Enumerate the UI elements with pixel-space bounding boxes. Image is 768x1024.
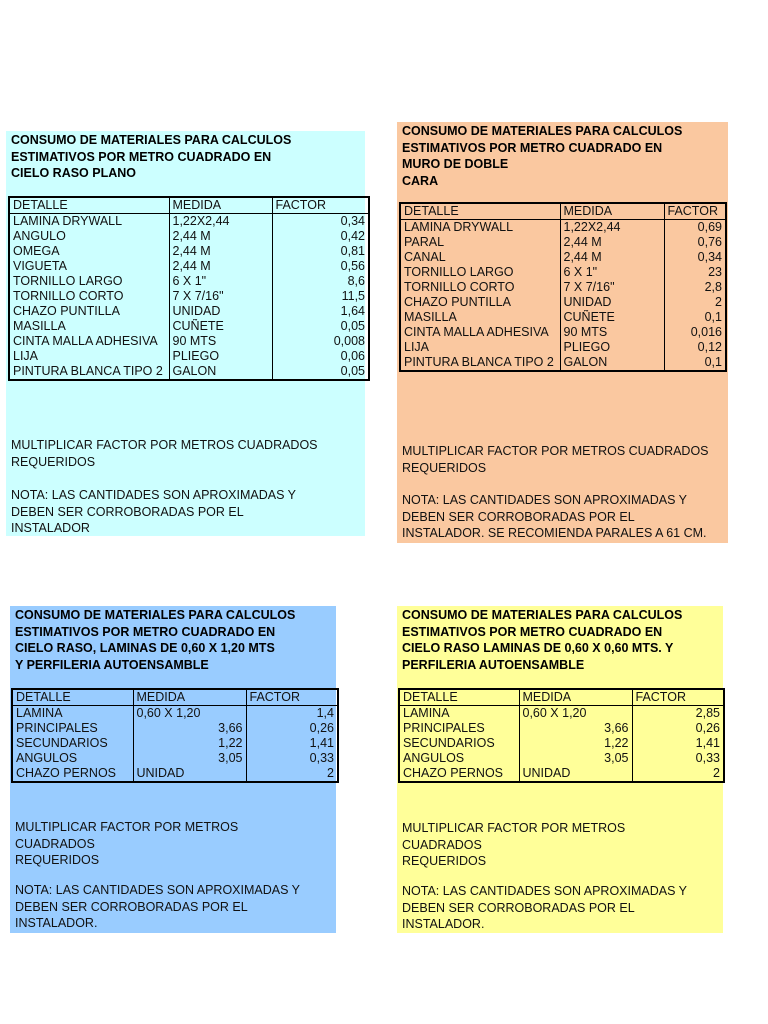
- detalle-cell: TORNILLO LARGO: [400, 265, 560, 280]
- table-row: [9, 229, 369, 244]
- detalle-cell: PINTURA BLANCA TIPO 2: [9, 364, 169, 380]
- instruction-note: MULTIPLICAR FACTOR POR METROS CUADRADOS REQUERIDOS: [15, 820, 239, 867]
- medida-cell: 7 X 7/16": [169, 289, 272, 304]
- materials-table: [8, 196, 370, 381]
- medida-cell: 2,44 M: [169, 259, 272, 274]
- table-row: [9, 214, 369, 230]
- detalle-cell: ANGULOS: [12, 751, 133, 766]
- instruction-note: MULTIPLICAR FACTOR POR METROS CUADRADOS REQUERIDOS: [402, 821, 626, 868]
- factor-cell: 1,64: [272, 304, 369, 319]
- factor-cell: 2: [632, 766, 724, 782]
- detalle-cell: CINTA MALLA ADHESIVA: [400, 325, 560, 340]
- panel-cielo-raso-060x120: [10, 606, 336, 933]
- medida-cell: 1,22X2,44: [169, 214, 272, 230]
- detalle-cell: MASILLA: [9, 319, 169, 334]
- table-row: [399, 766, 724, 782]
- table-row: [9, 334, 369, 349]
- detalle-cell: LAMINA: [12, 706, 133, 722]
- detalle-cell: LAMINA DRYWALL: [9, 214, 169, 230]
- header-factor: FACTOR: [246, 689, 338, 706]
- disclaimer-note: NOTA: LAS CANTIDADES SON APROXIMADAS Y DEBEN SER CORROBORADAS POR EL INSTALADOR.: [402, 884, 688, 931]
- table-row: [9, 304, 369, 319]
- factor-cell: 0,12: [664, 340, 726, 355]
- factor-cell: 0,42: [272, 229, 369, 244]
- factor-cell: 0,56: [272, 259, 369, 274]
- detalle-cell: OMEGA: [9, 244, 169, 259]
- factor-cell: 2: [246, 766, 338, 782]
- detalle-cell: TORNILLO LARGO: [9, 274, 169, 289]
- detalle-cell: LIJA: [400, 340, 560, 355]
- medida-cell: 1,22: [519, 736, 632, 751]
- detalle-cell: PRINCIPALES: [12, 721, 133, 736]
- factor-cell: 23: [664, 265, 726, 280]
- factor-cell: 0,05: [272, 364, 369, 380]
- table-row: [12, 751, 338, 766]
- detalle-cell: SECUNDARIOS: [399, 736, 519, 751]
- panel-cielo-raso-plano: [6, 131, 365, 536]
- factor-cell: 0,34: [272, 214, 369, 230]
- header-detalle: DETALLE: [12, 689, 133, 706]
- detalle-cell: CHAZO PERNOS: [12, 766, 133, 782]
- detalle-cell: MASILLA: [400, 310, 560, 325]
- table-row: [12, 721, 338, 736]
- factor-cell: 2,85: [632, 706, 724, 722]
- disclaimer-note: NOTA: LAS CANTIDADES SON APROXIMADAS Y DEBEN SER CORROBORADAS POR EL INSTALADOR: [11, 488, 297, 535]
- instruction-note: MULTIPLICAR FACTOR POR METROS CUADRADOS REQUERIDOS: [402, 444, 709, 475]
- detalle-cell: CINTA MALLA ADHESIVA: [9, 334, 169, 349]
- medida-cell: PLIEGO: [560, 340, 664, 355]
- panel-title: CONSUMO DE MATERIALES PARA CALCULOS ESTIMATIVOS POR METRO CUADRADO EN MURO DE DOBLE CARA: [402, 124, 683, 188]
- factor-cell: 0,81: [272, 244, 369, 259]
- materials-table: [11, 688, 339, 783]
- factor-cell: 0,008: [272, 334, 369, 349]
- medida-cell: 1,22X2,44: [560, 220, 664, 236]
- factor-cell: 0,1: [664, 310, 726, 325]
- medida-cell: 2,44 M: [560, 250, 664, 265]
- detalle-cell: LAMINA: [399, 706, 519, 722]
- factor-cell: 2: [664, 295, 726, 310]
- table-row: [12, 736, 338, 751]
- table-row: [400, 250, 726, 265]
- detalle-cell: TORNILLO CORTO: [9, 289, 169, 304]
- header-medida: MEDIDA: [133, 689, 246, 706]
- factor-cell: 0,1: [664, 355, 726, 371]
- table-header-row: [12, 689, 338, 706]
- header-detalle: DETALLE: [399, 689, 519, 706]
- detalle-cell: TORNILLO CORTO: [400, 280, 560, 295]
- panel-title: CONSUMO DE MATERIALES PARA CALCULOS ESTIMATIVOS POR METRO CUADRADO EN CIELO RASO, LAMINAS DE 0,60 X 1,20 MTS Y PERFILERIA AUTOENSAMBLE: [15, 608, 296, 672]
- table-row: [12, 706, 338, 722]
- medida-cell: 6 X 1": [169, 274, 272, 289]
- instruction-note: MULTIPLICAR FACTOR POR METROS CUADRADOS REQUERIDOS: [11, 438, 318, 469]
- medida-cell: UNIDAD: [560, 295, 664, 310]
- materials-table: [398, 688, 725, 783]
- factor-cell: 11,5: [272, 289, 369, 304]
- factor-cell: 2,8: [664, 280, 726, 295]
- factor-cell: 8,6: [272, 274, 369, 289]
- table-row: [400, 325, 726, 340]
- detalle-cell: CHAZO PUNTILLA: [9, 304, 169, 319]
- table-row: [9, 259, 369, 274]
- factor-cell: 0,26: [632, 721, 724, 736]
- medida-cell: 3,66: [133, 721, 246, 736]
- medida-cell: CUÑETE: [169, 319, 272, 334]
- table-header-row: [400, 203, 726, 220]
- header-factor: FACTOR: [664, 203, 726, 220]
- medida-cell: UNIDAD: [133, 766, 246, 782]
- table-row: [9, 349, 369, 364]
- table-row: [9, 319, 369, 334]
- medida-cell: 3,66: [519, 721, 632, 736]
- header-detalle: DETALLE: [9, 197, 169, 214]
- detalle-cell: LIJA: [9, 349, 169, 364]
- table-row: [399, 706, 724, 722]
- medida-cell: 2,44 M: [169, 244, 272, 259]
- medida-cell: CUÑETE: [560, 310, 664, 325]
- table-row: [9, 364, 369, 380]
- header-factor: FACTOR: [632, 689, 724, 706]
- detalle-cell: PINTURA BLANCA TIPO 2: [400, 355, 560, 371]
- materials-table: [399, 202, 727, 372]
- factor-cell: 0,34: [664, 250, 726, 265]
- factor-cell: 0,33: [632, 751, 724, 766]
- panel-title: CONSUMO DE MATERIALES PARA CALCULOS ESTIMATIVOS POR METRO CUADRADO EN CIELO RASO LAMINAS DE 0,60 X 0,60 MTS. Y PERFILERIA AUTOENSAMBLE: [402, 608, 683, 672]
- factor-cell: 0,69: [664, 220, 726, 236]
- medida-cell: 0,60 X 1,20: [133, 706, 246, 722]
- detalle-cell: LAMINA DRYWALL: [400, 220, 560, 236]
- table-row: [400, 265, 726, 280]
- medida-cell: UNIDAD: [519, 766, 632, 782]
- table-row: [399, 736, 724, 751]
- detalle-cell: PARAL: [400, 235, 560, 250]
- detalle-cell: CHAZO PERNOS: [399, 766, 519, 782]
- table-row: [9, 274, 369, 289]
- table-row: [400, 340, 726, 355]
- detalle-cell: CHAZO PUNTILLA: [400, 295, 560, 310]
- header-detalle: DETALLE: [400, 203, 560, 220]
- medida-cell: UNIDAD: [169, 304, 272, 319]
- factor-cell: 0,26: [246, 721, 338, 736]
- header-factor: FACTOR: [272, 197, 369, 214]
- table-header-row: [9, 197, 369, 214]
- medida-cell: 7 X 7/16": [560, 280, 664, 295]
- header-medida: MEDIDA: [560, 203, 664, 220]
- table-row: [399, 721, 724, 736]
- table-header-row: [399, 689, 724, 706]
- detalle-cell: ANGULOS: [399, 751, 519, 766]
- detalle-cell: PRINCIPALES: [399, 721, 519, 736]
- table-row: [9, 244, 369, 259]
- table-row: [9, 289, 369, 304]
- factor-cell: 0,76: [664, 235, 726, 250]
- medida-cell: 2,44 M: [169, 229, 272, 244]
- table-row: [400, 220, 726, 236]
- table-row: [400, 280, 726, 295]
- header-medida: MEDIDA: [169, 197, 272, 214]
- panel-cielo-raso-060x060: [397, 606, 723, 933]
- medida-cell: 1,22: [133, 736, 246, 751]
- table-row: [400, 355, 726, 371]
- medida-cell: 90 MTS: [560, 325, 664, 340]
- detalle-cell: CANAL: [400, 250, 560, 265]
- disclaimer-note: NOTA: LAS CANTIDADES SON APROXIMADAS Y DEBEN SER CORROBORADAS POR EL INSTALADOR. SE RECOMIENDA PARALES A 61 CM.: [402, 493, 707, 540]
- medida-cell: PLIEGO: [169, 349, 272, 364]
- medida-cell: GALON: [169, 364, 272, 380]
- medida-cell: 90 MTS: [169, 334, 272, 349]
- factor-cell: 0,05: [272, 319, 369, 334]
- factor-cell: 0,06: [272, 349, 369, 364]
- medida-cell: 3,05: [133, 751, 246, 766]
- panel-muro-doble-cara: [397, 122, 728, 543]
- table-row: [400, 295, 726, 310]
- table-row: [12, 766, 338, 782]
- detalle-cell: VIGUETA: [9, 259, 169, 274]
- disclaimer-note: NOTA: LAS CANTIDADES SON APROXIMADAS Y DEBEN SER CORROBORADAS POR EL INSTALADOR.: [15, 883, 301, 930]
- factor-cell: 1,41: [632, 736, 724, 751]
- factor-cell: 0,33: [246, 751, 338, 766]
- factor-cell: 1,41: [246, 736, 338, 751]
- panel-title: CONSUMO DE MATERIALES PARA CALCULOS ESTIMATIVOS POR METRO CUADRADO EN CIELO RASO PLANO: [11, 133, 292, 180]
- medida-cell: 0,60 X 1,20: [519, 706, 632, 722]
- medida-cell: 2,44 M: [560, 235, 664, 250]
- table-row: [399, 751, 724, 766]
- detalle-cell: SECUNDARIOS: [12, 736, 133, 751]
- detalle-cell: ANGULO: [9, 229, 169, 244]
- factor-cell: 0,016: [664, 325, 726, 340]
- medida-cell: 6 X 1": [560, 265, 664, 280]
- factor-cell: 1,4: [246, 706, 338, 722]
- table-row: [400, 235, 726, 250]
- header-medida: MEDIDA: [519, 689, 632, 706]
- medida-cell: GALON: [560, 355, 664, 371]
- medida-cell: 3,05: [519, 751, 632, 766]
- table-row: [400, 310, 726, 325]
